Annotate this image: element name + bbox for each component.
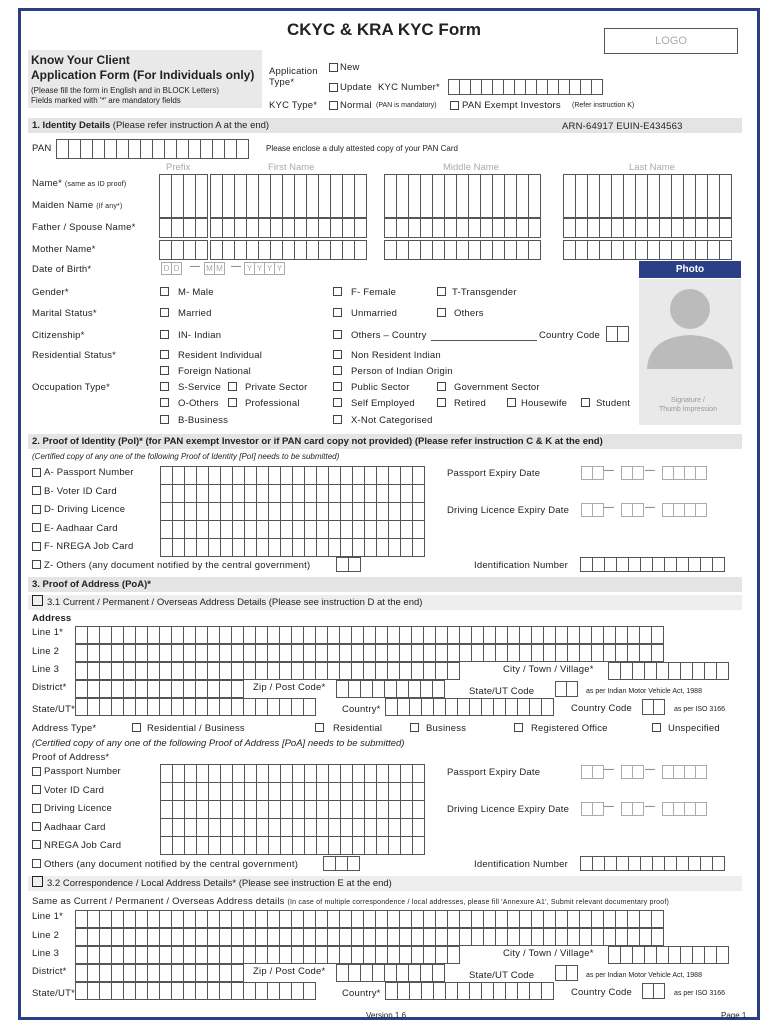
poi-number-cells[interactable] [160,520,424,539]
poi-passport-checkbox[interactable] [32,468,41,477]
addr-country-label: Country* [342,704,381,715]
s-service-label: S-Service [178,382,221,393]
occupation-label: Occupation Type* [32,382,111,393]
poa-note: (Certified copy of any one of the following Proof of Address [PoA] needs to be submitted) [32,738,405,749]
app-type-label: Application Type* [269,66,318,88]
date-separator: — [604,764,614,775]
o-others-label: O-Others [178,398,219,409]
student-label: Student [596,398,631,409]
date-separator: — [645,465,655,476]
housewife-checkbox[interactable] [507,398,516,407]
addr-mv-note: as per Indian Motor Vehicle Act, 1988 [586,688,702,695]
poa-passport-exp-month[interactable] [621,765,643,779]
corr-line2-label: Line 2 [32,930,60,941]
corr-country-cells[interactable] [385,982,553,1000]
not-cat-label: X-Not Categorised [351,415,433,426]
public-label: Public Sector [351,382,410,393]
private-checkbox[interactable] [228,382,237,391]
student-checkbox[interactable] [581,398,590,407]
poi-number-cells[interactable] [160,538,424,557]
poi-nrega-label: F- NREGA Job Card [44,541,134,552]
father-label: Father / Spouse Name* [32,222,136,233]
poa-nrega-checkbox[interactable] [32,840,41,849]
retired-label: Retired [454,398,487,409]
poi-voter-label: B- Voter ID Card [44,486,117,497]
marital-label: Marital Status* [32,308,97,319]
poa-aadhaar-checkbox[interactable] [32,822,41,831]
addr-line1-cells[interactable] [75,626,663,644]
corr-state-cells[interactable] [75,982,315,1000]
name-last-cells[interactable] [563,240,731,260]
name-middle-cells[interactable] [384,174,540,218]
logo: LOGO [604,28,738,54]
poi-driving-label: D- Driving Licence [44,504,126,515]
poa-nrega-label: NREGA Job Card [44,840,122,851]
poa-number-cells[interactable] [160,800,424,819]
section-2-title: 2. Proof of Identity (PoI)* (for PAN exempt Investor or if PAN card copy not provided) (Please refer instruction C & K at the end) [32,436,603,447]
name-prefix-cells[interactable] [159,174,207,218]
poi-others-checkbox[interactable] [32,560,41,569]
corr-zip-label: Zip / Post Code* [253,966,326,977]
addr-unspecified-checkbox[interactable] [652,723,661,732]
addr-country-code-input[interactable] [642,699,664,715]
corr-zip-cells[interactable] [336,964,444,982]
addr-country-cells[interactable] [385,698,553,716]
corr-mv-note: as per Indian Motor Vehicle Act, 1988 [586,972,702,979]
poa-passport-exp-year[interactable] [662,765,706,779]
page-number: Page 1 [721,1011,747,1020]
addr-reg-office-checkbox[interactable] [514,723,523,732]
public-checkbox[interactable] [333,382,342,391]
same-as-note: (In case of multiple correspondence / local addresses, please fill 'Annexure A1', Submit relevant documentary proof) [287,899,669,906]
signature-2: Thumb Impression [659,406,717,413]
professional-label: Professional [245,398,300,409]
addr-unspecified-label: Unspecified [668,723,720,734]
addr-line3-label: Line 3 [32,664,60,675]
poi-passport-exp-year[interactable] [662,466,706,480]
corr-city-label: City / Town / Village* [503,948,594,959]
col-last: Last Name [629,162,675,173]
maiden-label-text: Maiden Name [32,200,94,211]
corr-line1-label: Line 1* [32,911,63,922]
foreign-label: Foreign National [178,366,251,377]
dob-month-input[interactable]: M M [204,262,224,275]
addr-line1-label: Line 1* [32,627,63,638]
date-separator: — [645,801,655,812]
not-cat-checkbox[interactable] [333,415,342,424]
kyc-normal-checkbox[interactable] [329,101,338,110]
poa-number-cells[interactable] [160,836,424,855]
addr-line3-cells[interactable] [75,662,459,680]
addr-business-label: Business [426,723,467,734]
signature-1: Signature / [671,397,705,404]
poa-others-cells[interactable] [323,856,359,871]
poa-others-label: Others (any document notified by the central government) [44,859,299,870]
name-label-text: Name* [32,178,63,189]
gender-male-label: M- Male [178,287,214,298]
pan-label: PAN [32,143,52,154]
s-service-checkbox[interactable] [160,382,169,391]
name-first-cells[interactable] [210,218,366,238]
poa-driving-checkbox[interactable] [32,804,41,813]
housewife-label: Housewife [521,398,568,409]
poi-driving-exp-day[interactable] [581,503,603,517]
addr-state-code-input[interactable] [555,681,577,697]
addr-business-checkbox[interactable] [410,723,419,732]
business-checkbox[interactable] [160,415,169,424]
addr-line2-label: Line 2 [32,646,60,657]
corr-line3-cells[interactable] [75,946,459,964]
section-1-note: (Please refer instruction A at the end) [112,120,270,131]
app-update-label: Update [340,82,372,93]
corr-line2-cells[interactable] [75,928,663,946]
section-3-2-header [28,876,742,891]
poa-driving-exp-label: Driving Licence Expiry Date [447,804,570,815]
res-ind-checkbox[interactable] [160,350,169,359]
section-3-header [28,577,742,592]
addr-state-cells[interactable] [75,698,315,716]
poa-passport-label: Passport Number [44,766,121,777]
addr-zip-cells[interactable] [336,680,444,698]
maiden-label [32,200,123,211]
name-first-cells[interactable] [210,240,366,260]
corr-state-code-input[interactable] [555,965,577,981]
married-label: Married [178,308,212,319]
self-emp-label: Self Employed [351,398,415,409]
addr-city-cells[interactable] [608,662,728,680]
addr-country-code-label: Country Code [571,703,633,714]
gender-male-checkbox[interactable] [160,287,169,296]
marital-others-label: Others [454,308,484,319]
poa-id-cells[interactable] [580,856,724,871]
addr-res-bus-checkbox[interactable] [132,723,141,732]
poi-number-cells[interactable] [160,484,424,503]
corr-district-label: District* [32,966,67,977]
gender-trans-label: T-Transgender [452,287,517,298]
other-country-input[interactable] [431,340,537,341]
pan-exempt-label: PAN Exempt Investors [462,100,561,111]
retired-checkbox[interactable] [437,398,446,407]
kyc-number-input[interactable] [448,79,602,95]
corr-city-cells[interactable] [608,946,728,964]
name-prefix-cells[interactable] [159,218,207,238]
addr-line2-cells[interactable] [75,644,663,662]
name-last-cells[interactable] [563,174,731,218]
addr-residential-checkbox[interactable] [315,723,324,732]
section-3-title: 3. Proof of Address (PoA)* [32,579,151,590]
addr-iso-note: as per ISO 3166 [674,706,725,713]
gender-trans-checkbox[interactable] [437,287,446,296]
poa-voter-checkbox[interactable] [32,785,41,794]
poa-driving-label: Driving Licence [44,803,112,814]
name-last-cells[interactable] [563,218,731,238]
poi-id-cells[interactable] [580,557,724,572]
kyc-title-2: Application Form (For Individuals only) [31,68,255,82]
poi-passport-exp-label: Passport Expiry Date [447,468,541,479]
poa-others-checkbox[interactable] [32,859,41,868]
addr-zip-label: Zip / Post Code* [253,682,326,693]
kyc-note-2: Fields marked with '*' are mandatory fields [31,96,181,105]
poi-others-label: Z- Others (any document notified by the central government) [44,560,311,571]
pan-input[interactable] [56,139,248,159]
poi-driving-exp-label: Driving Licence Expiry Date [447,505,570,516]
poi-passport-exp-month[interactable] [621,466,643,480]
professional-checkbox[interactable] [228,398,237,407]
section-2-header [28,434,742,449]
section-3-1-checkbox[interactable] [32,595,43,606]
name-middle-cells[interactable] [384,218,540,238]
arn-euin: ARN-64917 EUIN-E434563 [562,121,683,132]
marital-others-checkbox[interactable] [437,308,446,317]
poi-others-cells[interactable] [336,557,360,572]
poi-driving-exp-year[interactable] [662,503,706,517]
col-middle: Middle Name [443,162,499,173]
corr-state-label: State/UT* [32,988,75,999]
other-country-checkbox[interactable] [333,330,342,339]
corr-line3-label: Line 3 [32,948,60,959]
poa-number-cells[interactable] [160,782,424,801]
poa-label: Proof of Address* [32,752,110,763]
nri-checkbox[interactable] [333,350,342,359]
kyc-type-label: KYC Type* [269,100,318,111]
citizenship-label: Citizenship* [32,330,85,341]
corr-country-code-label: Country Code [571,987,633,998]
date-separator: — [645,764,655,775]
pio-label: Person of Indian Origin [351,366,453,377]
addr-district-cells[interactable] [75,680,243,698]
addr-state-code-label: State/UT Code [469,686,535,697]
gender-female-label: F- Female [351,287,397,298]
poi-passport-label: A- Passport Number [44,467,134,478]
corr-country-label: Country* [342,988,381,999]
foreign-checkbox[interactable] [160,366,169,375]
form-title: CKYC & KRA KYC Form [287,20,481,39]
addr-residential-label: Residential [333,723,383,734]
dob-year-input[interactable]: Y Y Y Y [244,262,284,275]
date-separator: — [604,465,614,476]
indian-checkbox[interactable] [160,330,169,339]
section-2-note: (Certified copy of any one of the following Proof of Identity [PoI] needs to be submitted) [32,452,340,461]
addr-district-label: District* [32,682,67,693]
addr-city-label: City / Town / Village* [503,664,594,675]
name-first-cells[interactable] [210,174,366,218]
married-checkbox[interactable] [160,308,169,317]
address-label: Address [32,613,72,624]
col-prefix: Prefix [166,162,191,173]
addr-res-bus-label: Residential / Business [147,723,245,734]
business-label: B-Business [178,415,229,426]
govt-checkbox[interactable] [437,382,446,391]
name-prefix-cells[interactable] [159,240,207,260]
app-new-checkbox[interactable] [329,63,338,72]
poa-id-number-label: Identification Number [474,859,568,870]
mother-label: Mother Name* [32,244,96,255]
poa-passport-checkbox[interactable] [32,767,41,776]
poi-passport-exp-day[interactable] [581,466,603,480]
poi-aadhaar-checkbox[interactable] [32,523,41,532]
section-3-2-title: 3.2 Correspondence / Local Address Details* (Please see instruction E at the end) [47,878,392,889]
app-update-checkbox[interactable] [329,83,338,92]
version: Version 1.6 [366,1011,407,1020]
photo-header: Photo [639,261,741,278]
date-separator: — [604,801,614,812]
o-others-checkbox[interactable] [160,398,169,407]
citizen-country-code-label: Country Code [539,330,601,341]
kyc-normal-label: Normal [340,100,372,111]
self-emp-checkbox[interactable] [333,398,342,407]
pio-checkbox[interactable] [333,366,342,375]
poi-id-number-label: Identification Number [474,560,568,571]
addr-type-label: Address Type* [32,723,97,734]
gender-female-checkbox[interactable] [333,287,342,296]
date-separator: — [645,502,655,513]
poa-passport-exp-day[interactable] [581,765,603,779]
kyc-title-1: Know Your Client [31,53,130,67]
dob-day-input[interactable]: D D [161,262,181,275]
poa-passport-exp-label: Passport Expiry Date [447,767,541,778]
section-1-title: 1. Identity Details [32,120,111,131]
poa-number-cells[interactable] [160,818,424,837]
name-label [32,178,126,189]
poi-driving-exp-month[interactable] [621,503,643,517]
pan-note: Please enclose a duly attested copy of your PAN Card [266,144,458,153]
corr-district-cells[interactable] [75,964,243,982]
poa-voter-label: Voter ID Card [44,785,105,796]
poa-driving-exp-month[interactable] [621,802,643,816]
poa-driving-exp-year[interactable] [662,802,706,816]
unmarried-checkbox[interactable] [333,308,342,317]
section-3-2-checkbox[interactable] [32,876,43,887]
name-note: (same as ID proof) [64,181,127,188]
poi-number-cells[interactable] [160,502,424,521]
res-status-label: Residential Status* [32,350,117,361]
col-first: First Name [268,162,315,173]
corr-country-code-input[interactable] [642,983,664,999]
citizen-country-code-input[interactable] [606,326,628,342]
corr-line1-cells[interactable] [75,910,663,928]
section-3-1-title: 3.1 Current / Permanent / Overseas Address Details (Please see instruction D at the end) [47,597,423,608]
app-new-label: New [340,62,360,73]
pan-exempt-checkbox[interactable] [450,101,459,110]
maiden-note: (If any*) [96,203,123,210]
same-as-text: Same as Current / Permanent / Overseas Address details [32,896,285,907]
pan-exempt-note: (Refer instruction K) [572,102,635,109]
unmarried-label: Unmarried [351,308,398,319]
poi-aadhaar-label: E- Aadhaar Card [44,523,118,534]
kyc-note-1: (Please fill the form in English and in BLOCK Letters) [31,86,220,95]
poa-number-cells[interactable] [160,764,424,783]
addr-state-label: State/UT* [32,704,75,715]
poa-driving-exp-day[interactable] [581,802,603,816]
private-label: Private Sector [245,382,308,393]
dob-label: Date of Birth* [32,264,92,275]
poi-driving-checkbox[interactable] [32,505,41,514]
corr-state-code-label: State/UT Code [469,970,535,981]
poi-nrega-checkbox[interactable] [32,542,41,551]
indian-label: IN- Indian [178,330,222,341]
nri-label: Non Resident Indian [351,350,441,361]
date-separator: — [604,502,614,513]
addr-reg-office-label: Registered Office [531,723,608,734]
poa-aadhaar-label: Aadhaar Card [44,822,106,833]
res-ind-label: Resident Individual [178,350,263,361]
kyc-normal-note: (PAN is mandatory) [376,102,437,109]
section-3-1-header [28,595,742,610]
govt-label: Government Sector [454,382,540,393]
other-country-label: Others – Country [351,330,427,341]
kyc-number-label: KYC Number* [378,82,440,93]
gender-label: Gender* [32,287,69,298]
same-as-label [32,896,669,907]
corr-iso-note: as per ISO 3166 [674,990,725,997]
photo-box[interactable] [639,279,741,425]
poi-voter-checkbox[interactable] [32,486,41,495]
poi-number-cells[interactable] [160,466,424,485]
name-middle-cells[interactable] [384,240,540,260]
